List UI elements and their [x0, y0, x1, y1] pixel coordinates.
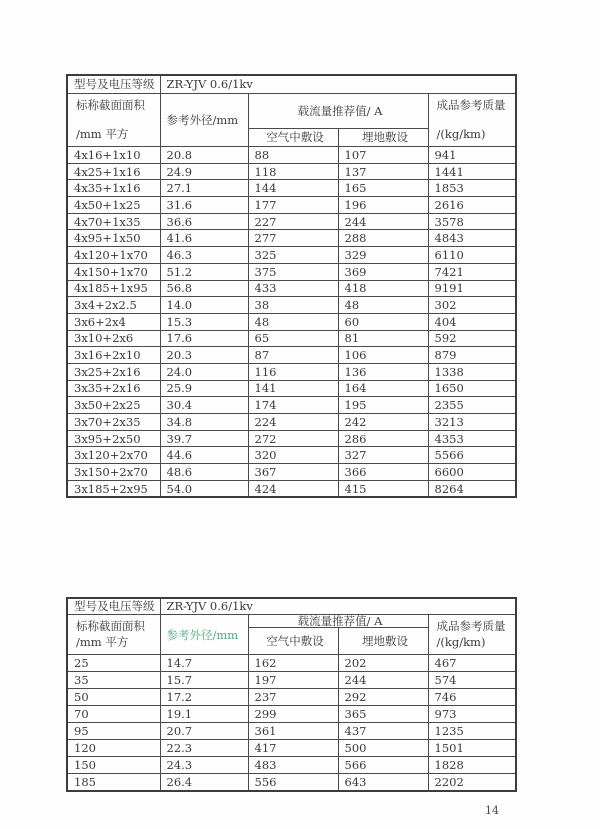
table-row — [67, 163, 516, 180]
cell-buried-ampacity: 81 — [338, 330, 428, 347]
buried-header: 埋地敷设 — [338, 128, 428, 146]
header-row — [67, 94, 516, 129]
cell-mass: 7421 — [428, 263, 516, 280]
ampacity-header: 载流量推荐值/ A — [248, 94, 428, 129]
cell-spec: 3x70+2x35 — [67, 414, 160, 431]
cell-mass: 1441 — [428, 163, 516, 180]
table-row — [67, 280, 516, 297]
cell-spec: 3x4+2x2.5 — [67, 297, 160, 314]
cell-mass: 2355 — [428, 397, 516, 414]
cell-mass: 592 — [428, 330, 516, 347]
cell-air-ampacity: 237 — [248, 689, 338, 706]
table-row — [67, 180, 516, 197]
outer-diameter-header: 参考外径/mm — [160, 94, 248, 147]
table-row — [67, 297, 516, 314]
cell-outer-diameter: 24.9 — [160, 163, 248, 180]
cell-spec: 4x150+1x70 — [67, 263, 160, 280]
cell-outer-diameter: 27.1 — [160, 180, 248, 197]
cell-mass: 404 — [428, 313, 516, 330]
cell-air-ampacity: 48 — [248, 313, 338, 330]
cell-buried-ampacity: 286 — [338, 430, 428, 447]
cell-outer-diameter: 17.6 — [160, 330, 248, 347]
cell-mass: 1853 — [428, 180, 516, 197]
cell-air-ampacity: 483 — [248, 757, 338, 774]
cell-spec: 150 — [67, 757, 160, 774]
cell-spec: 95 — [67, 723, 160, 740]
cell-spec: 70 — [67, 706, 160, 723]
cell-air-ampacity: 361 — [248, 723, 338, 740]
model-row — [67, 75, 516, 94]
cell-outer-diameter: 54.0 — [160, 480, 248, 497]
cell-air-ampacity: 38 — [248, 297, 338, 314]
cell-outer-diameter: 14.7 — [160, 655, 248, 672]
table-row — [67, 380, 516, 397]
cell-outer-diameter: 22.3 — [160, 740, 248, 757]
cell-buried-ampacity: 244 — [338, 213, 428, 230]
cell-air-ampacity: 65 — [248, 330, 338, 347]
cell-outer-diameter: 20.3 — [160, 347, 248, 364]
table-row — [67, 263, 516, 280]
cell-air-ampacity: 277 — [248, 230, 338, 247]
cell-mass: 1828 — [428, 757, 516, 774]
table-row — [67, 757, 516, 774]
cell-mass: 2616 — [428, 197, 516, 214]
model-label: 型号及电压等级 — [67, 598, 160, 615]
cell-spec: 3x25+2x16 — [67, 363, 160, 380]
cell-buried-ampacity: 643 — [338, 774, 428, 792]
cell-air-ampacity: 174 — [248, 397, 338, 414]
cell-mass: 8264 — [428, 480, 516, 497]
cell-buried-ampacity: 196 — [338, 197, 428, 214]
cell-air-ampacity: 177 — [248, 197, 338, 214]
cell-mass: 6110 — [428, 247, 516, 264]
cell-buried-ampacity: 288 — [338, 230, 428, 247]
cell-buried-ampacity: 195 — [338, 397, 428, 414]
cell-spec: 3x150+2x70 — [67, 464, 160, 481]
cell-outer-diameter: 36.6 — [160, 213, 248, 230]
cell-outer-diameter: 20.7 — [160, 723, 248, 740]
table-row — [67, 347, 516, 364]
cell-mass: 3578 — [428, 213, 516, 230]
cell-spec: 4x95+1x50 — [67, 230, 160, 247]
cell-spec: 3x35+2x16 — [67, 380, 160, 397]
table-row — [67, 740, 516, 757]
cell-buried-ampacity: 48 — [338, 297, 428, 314]
cell-outer-diameter: 48.6 — [160, 464, 248, 481]
air-laid-header: 空气中敷设 — [248, 628, 338, 655]
table-row — [67, 480, 516, 497]
cell-mass: 973 — [428, 706, 516, 723]
buried-header: 埋地敷设 — [338, 628, 428, 655]
cell-mass: 5566 — [428, 447, 516, 464]
cell-spec: 185 — [67, 774, 160, 792]
cell-mass: 302 — [428, 297, 516, 314]
cell-air-ampacity: 118 — [248, 163, 338, 180]
cell-outer-diameter: 25.9 — [160, 380, 248, 397]
cell-spec: 4x35+1x16 — [67, 180, 160, 197]
table-row — [67, 397, 516, 414]
cell-outer-diameter: 46.3 — [160, 247, 248, 264]
mass-header-line2: /(kg/km) — [436, 126, 486, 141]
cell-air-ampacity: 367 — [248, 464, 338, 481]
cell-spec: 4x120+1x70 — [67, 247, 160, 264]
table-row — [67, 655, 516, 672]
model-value: ZR-YJV 0.6/1kv — [160, 75, 516, 94]
area-header — [67, 615, 160, 655]
area-header-line2: /mm 平方 — [76, 126, 129, 141]
cell-spec: 50 — [67, 689, 160, 706]
cell-mass: 1338 — [428, 363, 516, 380]
cell-spec: 4x50+1x25 — [67, 197, 160, 214]
cell-buried-ampacity: 164 — [338, 380, 428, 397]
area-header — [67, 94, 160, 147]
mass-header — [428, 94, 516, 147]
cell-air-ampacity: 375 — [248, 263, 338, 280]
page-number: 14 — [485, 804, 499, 817]
cell-outer-diameter: 26.4 — [160, 774, 248, 792]
cell-outer-diameter: 31.6 — [160, 197, 248, 214]
cell-outer-diameter: 51.2 — [160, 263, 248, 280]
model-value: ZR-YJV 0.6/1kv — [160, 598, 516, 615]
cell-spec: 3x185+2x95 — [67, 480, 160, 497]
cell-outer-diameter: 15.7 — [160, 672, 248, 689]
cell-mass: 6600 — [428, 464, 516, 481]
cell-buried-ampacity: 165 — [338, 180, 428, 197]
cell-buried-ampacity: 369 — [338, 263, 428, 280]
mass-header-line1: 成品参考质量 — [436, 619, 506, 633]
air-laid-header: 空气中敷设 — [248, 128, 338, 146]
cell-air-ampacity: 433 — [248, 280, 338, 297]
cell-air-ampacity: 197 — [248, 672, 338, 689]
cell-air-ampacity: 87 — [248, 347, 338, 364]
table-row — [67, 723, 516, 740]
table-row — [67, 689, 516, 706]
cell-air-ampacity: 424 — [248, 480, 338, 497]
cell-mass: 4353 — [428, 430, 516, 447]
cell-buried-ampacity: 106 — [338, 347, 428, 364]
cell-buried-ampacity: 242 — [338, 414, 428, 431]
cell-air-ampacity: 162 — [248, 655, 338, 672]
cell-mass: 746 — [428, 689, 516, 706]
cell-buried-ampacity: 244 — [338, 672, 428, 689]
cell-air-ampacity: 299 — [248, 706, 338, 723]
cell-mass: 574 — [428, 672, 516, 689]
cell-outer-diameter: 56.8 — [160, 280, 248, 297]
cell-buried-ampacity: 329 — [338, 247, 428, 264]
table-row — [67, 464, 516, 481]
cell-spec: 3x50+2x25 — [67, 397, 160, 414]
table-row — [67, 147, 516, 164]
mass-header-line2: /(kg/km) — [436, 635, 486, 649]
area-header-line1: 标称截面面积 — [76, 98, 145, 112]
cell-air-ampacity: 272 — [248, 430, 338, 447]
cell-spec: 4x25+1x16 — [67, 163, 160, 180]
cell-air-ampacity: 141 — [248, 380, 338, 397]
cell-mass: 9191 — [428, 280, 516, 297]
table-row — [67, 230, 516, 247]
cell-buried-ampacity: 437 — [338, 723, 428, 740]
cell-air-ampacity: 325 — [248, 247, 338, 264]
cell-outer-diameter: 20.8 — [160, 147, 248, 164]
cell-air-ampacity: 227 — [248, 213, 338, 230]
cable-spec-table-2 — [66, 597, 517, 792]
cell-buried-ampacity: 136 — [338, 363, 428, 380]
area-header-line1: 标称截面面积 — [76, 619, 145, 633]
ampacity-header: 载流量推荐值/ A — [248, 615, 428, 628]
outer-diameter-header: 参考外径/mm — [160, 615, 248, 655]
cell-mass: 4843 — [428, 230, 516, 247]
cell-outer-diameter: 24.0 — [160, 363, 248, 380]
cell-air-ampacity: 417 — [248, 740, 338, 757]
table-row — [67, 313, 516, 330]
cell-air-ampacity: 144 — [248, 180, 338, 197]
cell-air-ampacity: 224 — [248, 414, 338, 431]
table-row — [67, 706, 516, 723]
cell-buried-ampacity: 365 — [338, 706, 428, 723]
cell-buried-ampacity: 202 — [338, 655, 428, 672]
cell-buried-ampacity: 366 — [338, 464, 428, 481]
cell-outer-diameter: 44.6 — [160, 447, 248, 464]
model-label: 型号及电压等级 — [67, 75, 160, 94]
cell-outer-diameter: 41.6 — [160, 230, 248, 247]
model-row — [67, 598, 516, 615]
cell-buried-ampacity: 418 — [338, 280, 428, 297]
cell-mass: 941 — [428, 147, 516, 164]
cell-mass: 467 — [428, 655, 516, 672]
cell-buried-ampacity: 107 — [338, 147, 428, 164]
cell-spec: 4x185+1x95 — [67, 280, 160, 297]
cell-outer-diameter: 14.0 — [160, 297, 248, 314]
header-row — [67, 615, 516, 628]
cell-spec: 3x16+2x10 — [67, 347, 160, 364]
table-row — [67, 430, 516, 447]
cell-buried-ampacity: 566 — [338, 757, 428, 774]
cell-spec: 3x95+2x50 — [67, 430, 160, 447]
cell-air-ampacity: 116 — [248, 363, 338, 380]
table-row — [67, 247, 516, 264]
table-row — [67, 672, 516, 689]
cell-mass: 3213 — [428, 414, 516, 431]
cell-spec: 35 — [67, 672, 160, 689]
area-header-line2: /mm 平方 — [76, 635, 129, 649]
cell-spec: 120 — [67, 740, 160, 757]
cell-spec: 4x70+1x35 — [67, 213, 160, 230]
cell-outer-diameter: 19.1 — [160, 706, 248, 723]
cell-spec: 4x16+1x10 — [67, 147, 160, 164]
cell-spec: 3x10+2x6 — [67, 330, 160, 347]
cell-outer-diameter: 17.2 — [160, 689, 248, 706]
mass-header-line1: 成品参考质量 — [436, 98, 506, 112]
cell-buried-ampacity: 292 — [338, 689, 428, 706]
table-row — [67, 330, 516, 347]
cell-air-ampacity: 88 — [248, 147, 338, 164]
cell-outer-diameter: 24.3 — [160, 757, 248, 774]
cell-buried-ampacity: 327 — [338, 447, 428, 464]
cell-buried-ampacity: 500 — [338, 740, 428, 757]
cell-buried-ampacity: 415 — [338, 480, 428, 497]
cell-spec: 3x6+2x4 — [67, 313, 160, 330]
cell-air-ampacity: 556 — [248, 774, 338, 792]
cell-air-ampacity: 320 — [248, 447, 338, 464]
table-row — [67, 197, 516, 214]
table-row — [67, 414, 516, 431]
cable-spec-table-1 — [66, 74, 517, 498]
cell-outer-diameter: 30.4 — [160, 397, 248, 414]
cell-mass: 1650 — [428, 380, 516, 397]
cell-mass: 879 — [428, 347, 516, 364]
table-row — [67, 447, 516, 464]
table-row — [67, 213, 516, 230]
cell-mass: 2202 — [428, 774, 516, 792]
mass-header — [428, 615, 516, 655]
cell-buried-ampacity: 137 — [338, 163, 428, 180]
cell-mass: 1235 — [428, 723, 516, 740]
cell-outer-diameter: 39.7 — [160, 430, 248, 447]
cell-spec: 25 — [67, 655, 160, 672]
cell-buried-ampacity: 60 — [338, 313, 428, 330]
table-row — [67, 774, 516, 792]
cell-outer-diameter: 15.3 — [160, 313, 248, 330]
cell-outer-diameter: 34.8 — [160, 414, 248, 431]
table-row — [67, 363, 516, 380]
cell-spec: 3x120+2x70 — [67, 447, 160, 464]
cell-mass: 1501 — [428, 740, 516, 757]
